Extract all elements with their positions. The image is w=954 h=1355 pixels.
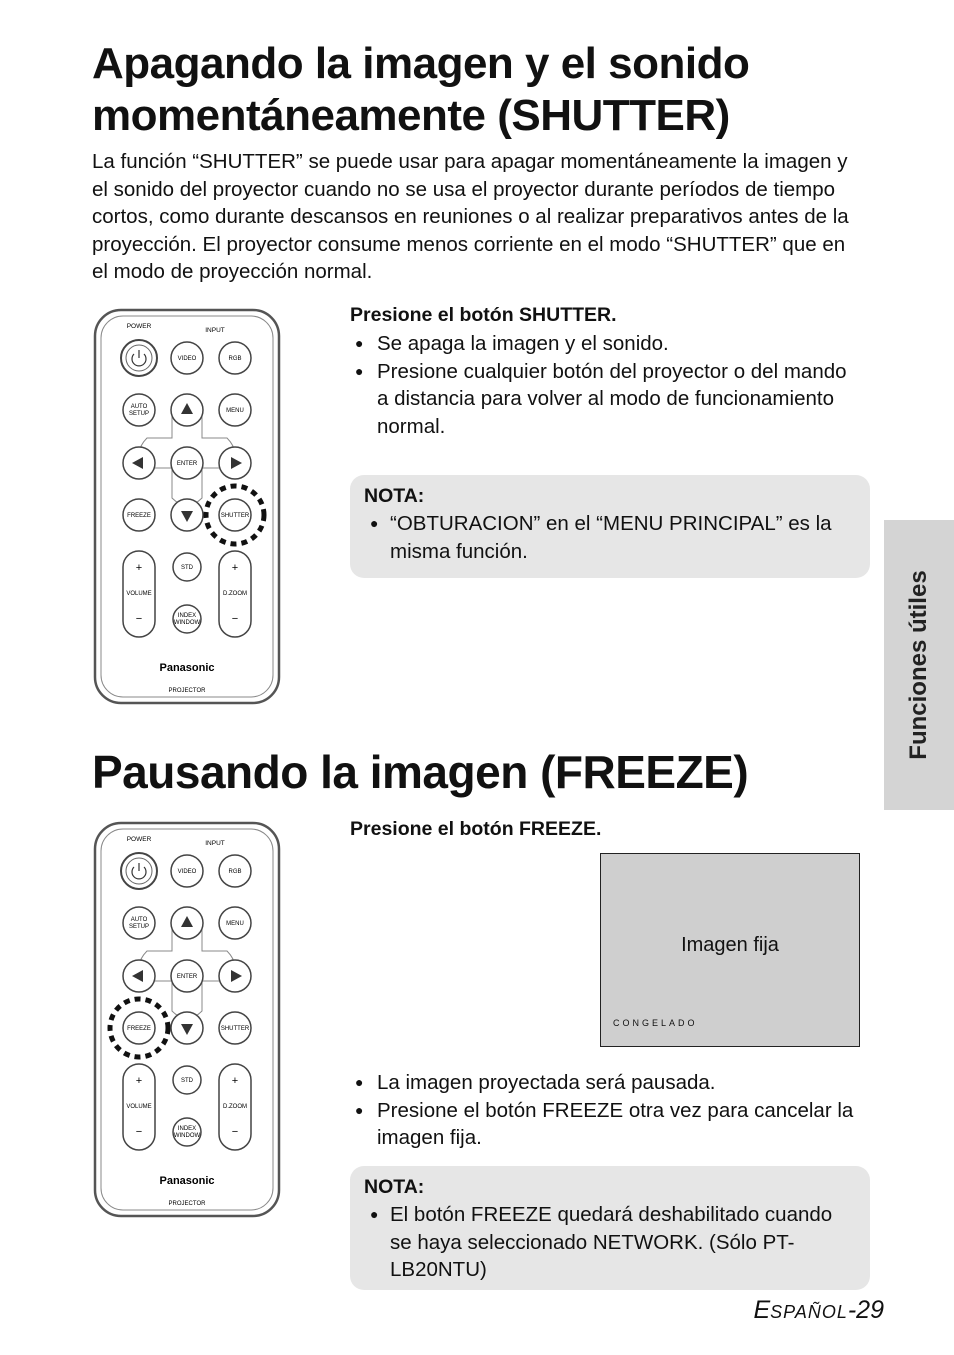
- auto-setup-label: SETUP: [128, 411, 150, 417]
- brand-logo: Panasonic: [159, 662, 215, 674]
- index-window-button[interactable]: INDEX: [177, 1126, 197, 1132]
- dzoom-label: D.ZOOM: [223, 591, 247, 597]
- dzoom-label: D.ZOOM: [223, 1104, 247, 1110]
- shutter-bullets: [355, 330, 855, 440]
- remote-control-shutter: [92, 308, 282, 708]
- volume-down-button[interactable]: −: [135, 613, 143, 625]
- volume-label: VOLUME: [126, 591, 152, 597]
- volume-down-button[interactable]: −: [135, 1126, 143, 1138]
- freeze-button[interactable]: FREEZE: [127, 1026, 151, 1032]
- list-item: ● Presione el botón FREEZE otra vez para cancelar la imagen fija.: [355, 1097, 855, 1152]
- freeze-note: [350, 1166, 870, 1290]
- section-title-shutter: Apagando la imagen y el sonido momentáneamente (SHUTTER): [92, 39, 750, 140]
- enter-button[interactable]: ENTER: [176, 461, 198, 467]
- input-label: INPUT: [205, 840, 225, 847]
- projector-label: PROJECTOR: [168, 1201, 206, 1207]
- shutter-note: [350, 475, 870, 578]
- brand-logo: Panasonic: [159, 1175, 215, 1187]
- list-item: ● Se apaga la imagen y el sonido.: [355, 330, 855, 358]
- note-title: NOTA:: [364, 1176, 425, 1198]
- frozen-screen-illustration: [600, 853, 860, 1047]
- power-label: POWER: [126, 323, 152, 330]
- page-number-prefix: E: [753, 1296, 771, 1324]
- screen-caption: Imagen fija: [681, 934, 779, 956]
- volume-up-button[interactable]: +: [135, 1075, 143, 1087]
- power-label: POWER: [126, 836, 152, 843]
- projector-label: PROJECTOR: [168, 688, 206, 694]
- index-window-label: WINDOW: [173, 620, 201, 626]
- auto-setup-label: SETUP: [128, 924, 150, 930]
- list-item: ● El botón FREEZE quedará deshabilitado cuando se haya seleccionado NETWORK. (Sólo PT-LB20NTU): [364, 1201, 856, 1284]
- auto-setup-button[interactable]: AUTO: [130, 917, 148, 923]
- page-number-language: SPAÑOL: [770, 1302, 848, 1322]
- video-button[interactable]: VIDEO: [177, 356, 197, 362]
- volume-up-button[interactable]: +: [135, 562, 143, 574]
- std-button[interactable]: STD: [181, 1078, 193, 1084]
- side-tab: [884, 520, 954, 810]
- menu-button[interactable]: MENU: [226, 921, 244, 927]
- menu-button[interactable]: MENU: [226, 408, 244, 414]
- index-window-label: WINDOW: [173, 1133, 201, 1139]
- page-number: [753, 1296, 884, 1325]
- freeze-instruction: Presione el botón FREEZE.: [350, 818, 602, 840]
- list-item: ● Presione cualquier botón del proyector o del mando a distancia para volver al modo de funcionamiento normal.: [355, 358, 855, 441]
- zoom-up-button[interactable]: +: [231, 1075, 239, 1087]
- input-label: INPUT: [205, 327, 225, 334]
- freeze-bullets: [355, 1069, 855, 1152]
- freeze-button[interactable]: FREEZE: [127, 513, 151, 519]
- shutter-button[interactable]: SHUTTER: [220, 513, 250, 519]
- remote-control-freeze: [92, 821, 282, 1221]
- rgb-button[interactable]: RGB: [228, 356, 242, 362]
- shutter-button[interactable]: SHUTTER: [220, 1026, 250, 1032]
- zoom-up-button[interactable]: +: [231, 562, 239, 574]
- page-number-value: -29: [847, 1296, 884, 1324]
- side-tab-label: Funciones útiles: [905, 570, 932, 760]
- shutter-intro: La función “SHUTTER” se puede usar para apagar momentáneamente la imagen y el sonido del proyector cuando no se usa el proyector durante períodos de tiempo cortos, como durante descansos en reuniones o al realizar preparativos antes de la proyección. El proyector consume menos corriente en el modo “SHUTTER” que en el modo de proyección normal.: [92, 150, 849, 283]
- screen-osd-text: CONGELADO: [613, 1018, 698, 1028]
- list-item: ● La imagen proyectada será pausada.: [355, 1069, 855, 1097]
- list-item: ● “OBTURACION” en el “MENU PRINCIPAL” es la misma función.: [364, 510, 856, 565]
- std-button[interactable]: STD: [181, 565, 193, 571]
- index-window-button[interactable]: INDEX: [177, 613, 197, 619]
- enter-button[interactable]: ENTER: [176, 974, 198, 980]
- section-title-freeze: Pausando la imagen (FREEZE): [92, 746, 749, 798]
- volume-label: VOLUME: [126, 1104, 152, 1110]
- rgb-button[interactable]: RGB: [228, 869, 242, 875]
- video-button[interactable]: VIDEO: [177, 869, 197, 875]
- zoom-down-button[interactable]: −: [231, 613, 239, 625]
- auto-setup-button[interactable]: AUTO: [130, 404, 148, 410]
- zoom-down-button[interactable]: −: [231, 1126, 239, 1138]
- note-title: NOTA:: [364, 485, 425, 507]
- shutter-instruction: Presione el botón SHUTTER.: [350, 304, 617, 326]
